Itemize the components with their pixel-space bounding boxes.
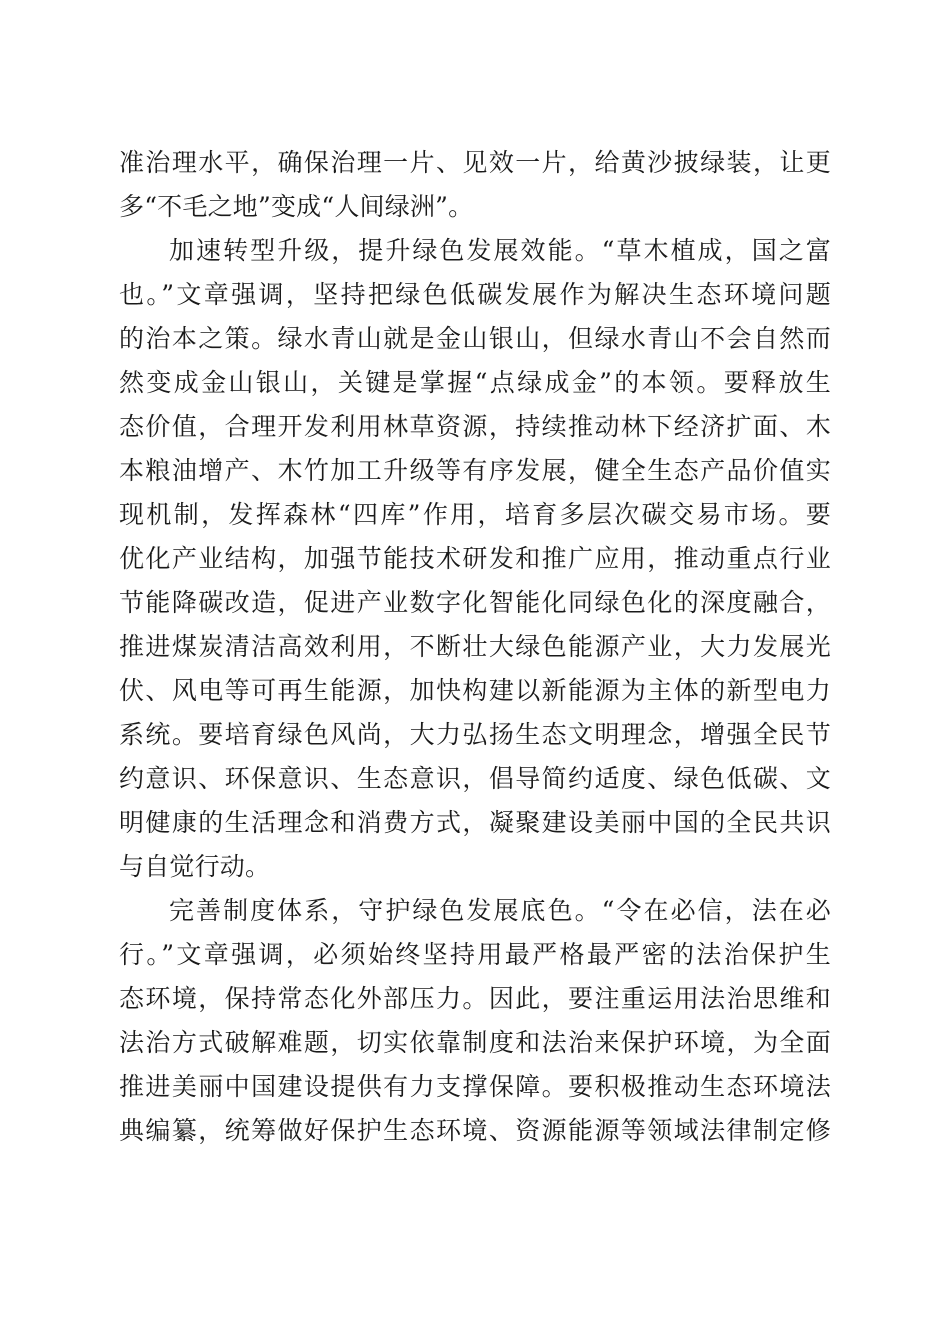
text-line: 推进美丽中国建设提供有力支撑保障。要积极推动生态环境法 xyxy=(119,1072,831,1101)
text-line: 然变成金山银山，关键是掌握“点绿成金”的本领。要释放生 xyxy=(119,368,831,397)
document-body-text xyxy=(119,141,831,1153)
text-line: 准治理水平，确保治理一片、见效一片，给黄沙披绿装，让更 xyxy=(119,148,831,177)
text-line: 本粮油增产、木竹加工升级等有序发展，健全生态产品价值实 xyxy=(119,456,831,485)
text-line: 态环境，保持常态化外部压力。因此，要注重运用法治思维和 xyxy=(119,984,831,1013)
text-line: 约意识、环保意识、生态意识，倡导简约适度、绿色低碳、文 xyxy=(119,764,831,793)
text-line: 法治方式破解难题，切实依靠制度和法治来保护环境，为全面 xyxy=(119,1028,831,1057)
text-line: 明健康的生活理念和消费方式，凝聚建设美丽中国的全民共识 xyxy=(119,808,831,837)
text-line: 系统。要培育绿色风尚，大力弘扬生态文明理念，增强全民节 xyxy=(119,720,831,749)
text-line: 优化产业结构，加强节能技术研发和推广应用，推动重点行业 xyxy=(119,544,831,573)
text-line: 现机制，发挥森林“四库”作用，培育多层次碳交易市场。要 xyxy=(119,500,831,529)
text-line: 完善制度体系，守护绿色发展底色。“令在必信，法在必 xyxy=(169,896,831,925)
text-line: 推进煤炭清洁高效利用，不断壮大绿色能源产业，大力发展光 xyxy=(119,632,831,661)
text-line: 伏、风电等可再生能源，加快构建以新能源为主体的新型电力 xyxy=(119,676,831,705)
text-line: 与自觉行动。 xyxy=(119,852,271,881)
text-line: 节能降碳改造，促进产业数字化智能化同绿色化的深度融合， xyxy=(119,588,831,617)
text-line: 的治本之策。绿水青山就是金山银山，但绿水青山不会自然而 xyxy=(119,324,831,353)
text-line: 也。”文章强调，坚持把绿色低碳发展作为解决生态环境问题 xyxy=(119,280,831,309)
text-line: 多“不毛之地”变成“人间绿洲”。 xyxy=(119,192,474,221)
text-line: 态价值，合理开发利用林草资源，持续推动林下经济扩面、木 xyxy=(119,412,831,441)
text-line: 加速转型升级，提升绿色发展效能。“草木植成，国之富 xyxy=(169,236,831,265)
text-line: 典编纂，统筹做好保护生态环境、资源能源等领域法律制定修 xyxy=(119,1116,831,1145)
text-line: 行。”文章强调，必须始终坚持用最严格最严密的法治保护生 xyxy=(119,940,831,969)
